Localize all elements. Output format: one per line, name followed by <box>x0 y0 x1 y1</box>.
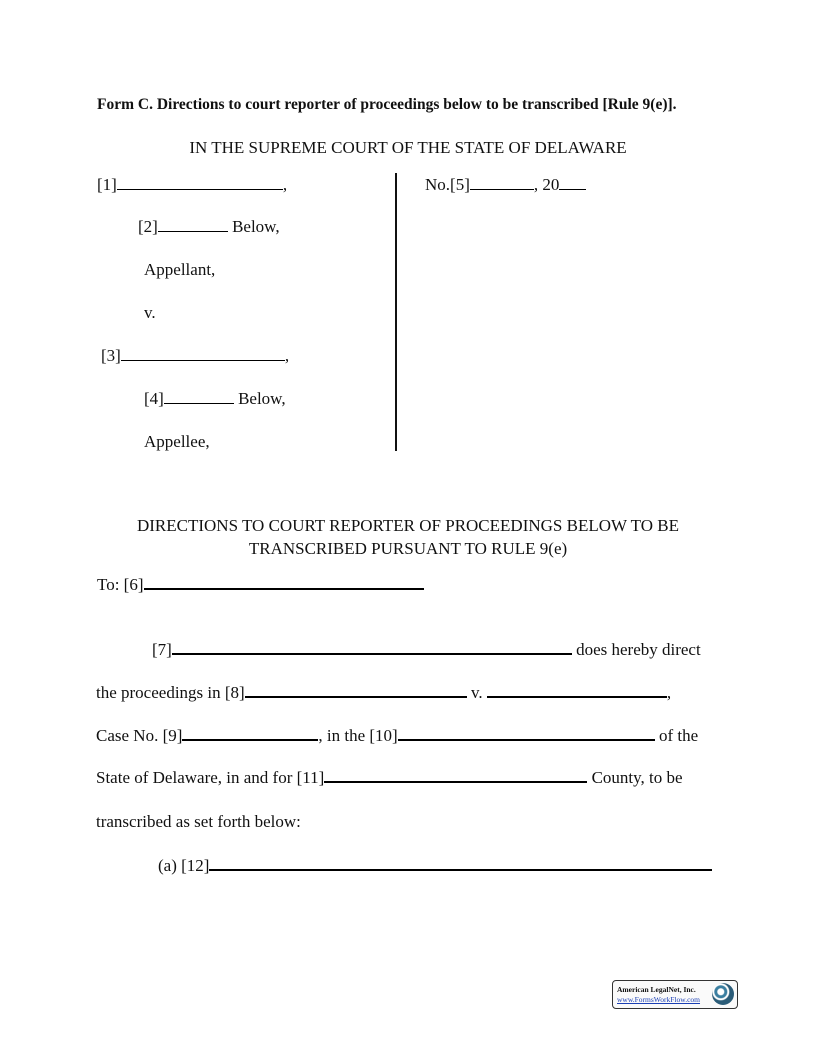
proceedings-in-label: the proceedings in [8] <box>96 683 245 702</box>
field-6-blank[interactable] <box>144 587 424 590</box>
case-number-blank[interactable] <box>470 188 534 190</box>
body-line-2 <box>96 684 671 701</box>
badge-url[interactable]: www.FormsWorkFlow.com <box>617 995 701 1004</box>
body-line-1 <box>152 641 701 658</box>
in-the-label: , in the [10] <box>318 726 398 745</box>
comma: , <box>282 175 288 194</box>
field-9-blank[interactable] <box>182 738 318 741</box>
field-7-label: [7] <box>152 640 172 659</box>
field-8-blank[interactable] <box>245 695 467 698</box>
court-title: IN THE SUPREME COURT OF THE STATE OF DELAWARE <box>189 138 627 157</box>
item-a-label: (a) [12] <box>158 856 210 875</box>
case-number-label: No.[5] <box>425 175 470 194</box>
caption-divider <box>395 173 397 451</box>
field-3-blank[interactable] <box>121 359 285 361</box>
badge-company: American LegalNet, Inc. <box>617 985 696 994</box>
versus-text: v. <box>470 683 483 702</box>
case-number-line <box>425 176 586 193</box>
case-no-label: Case No. [9] <box>96 726 183 745</box>
american-legalnet-badge[interactable] <box>612 980 738 1009</box>
field-2-label: [2] <box>138 217 158 236</box>
body-line-3 <box>96 727 698 744</box>
body-line-4 <box>96 769 683 786</box>
year-label: , 20 <box>533 175 560 194</box>
item-a-line <box>158 857 712 874</box>
caption-line-4 <box>144 390 286 407</box>
to-line <box>97 576 424 593</box>
field-11-blank[interactable] <box>324 780 587 783</box>
field-2-blank[interactable] <box>158 230 228 232</box>
legalnet-logo-icon <box>712 983 734 1005</box>
appellee-label: Appellee, <box>144 432 210 451</box>
field-12-blank[interactable] <box>209 868 712 871</box>
field-4-label: [4] <box>144 389 164 408</box>
caption-line-1 <box>97 176 287 193</box>
caption-line-3 <box>101 347 289 364</box>
field-10-blank[interactable] <box>398 738 655 741</box>
direct-text: does hereby direct <box>576 640 701 659</box>
state-of-label: State of Delaware, in and for [11] <box>96 768 325 787</box>
field-4-blank[interactable] <box>164 402 234 404</box>
caption-line-2 <box>138 218 280 235</box>
below-label: Below, <box>232 217 280 236</box>
of-the-text: of the <box>658 726 699 745</box>
directions-title-line-2: TRANSCRIBED PURSUANT TO RULE 9(e) <box>248 539 568 558</box>
year-blank[interactable] <box>559 188 586 190</box>
field-1-label: [1] <box>97 175 117 194</box>
comma: , <box>666 683 672 702</box>
comma: , <box>284 346 290 365</box>
below-label: Below, <box>238 389 286 408</box>
directions-title-line-1: DIRECTIONS TO COURT REPORTER OF PROCEEDINGS BELOW TO BE <box>136 516 680 535</box>
field-8b-blank[interactable] <box>487 695 667 698</box>
field-1-blank[interactable] <box>117 188 283 190</box>
field-7-blank[interactable] <box>172 652 572 655</box>
versus-label: v. <box>144 303 156 322</box>
to-label: To: [6] <box>97 575 144 594</box>
county-text: County, to be <box>591 768 683 787</box>
field-3-label: [3] <box>101 346 121 365</box>
form-heading: Form C. Directions to court reporter of proceedings below to be transcribed [Rule 9(e)]. <box>97 96 677 113</box>
transcribed-text: transcribed as set forth below: <box>96 812 301 831</box>
appellant-label: Appellant, <box>144 260 216 279</box>
